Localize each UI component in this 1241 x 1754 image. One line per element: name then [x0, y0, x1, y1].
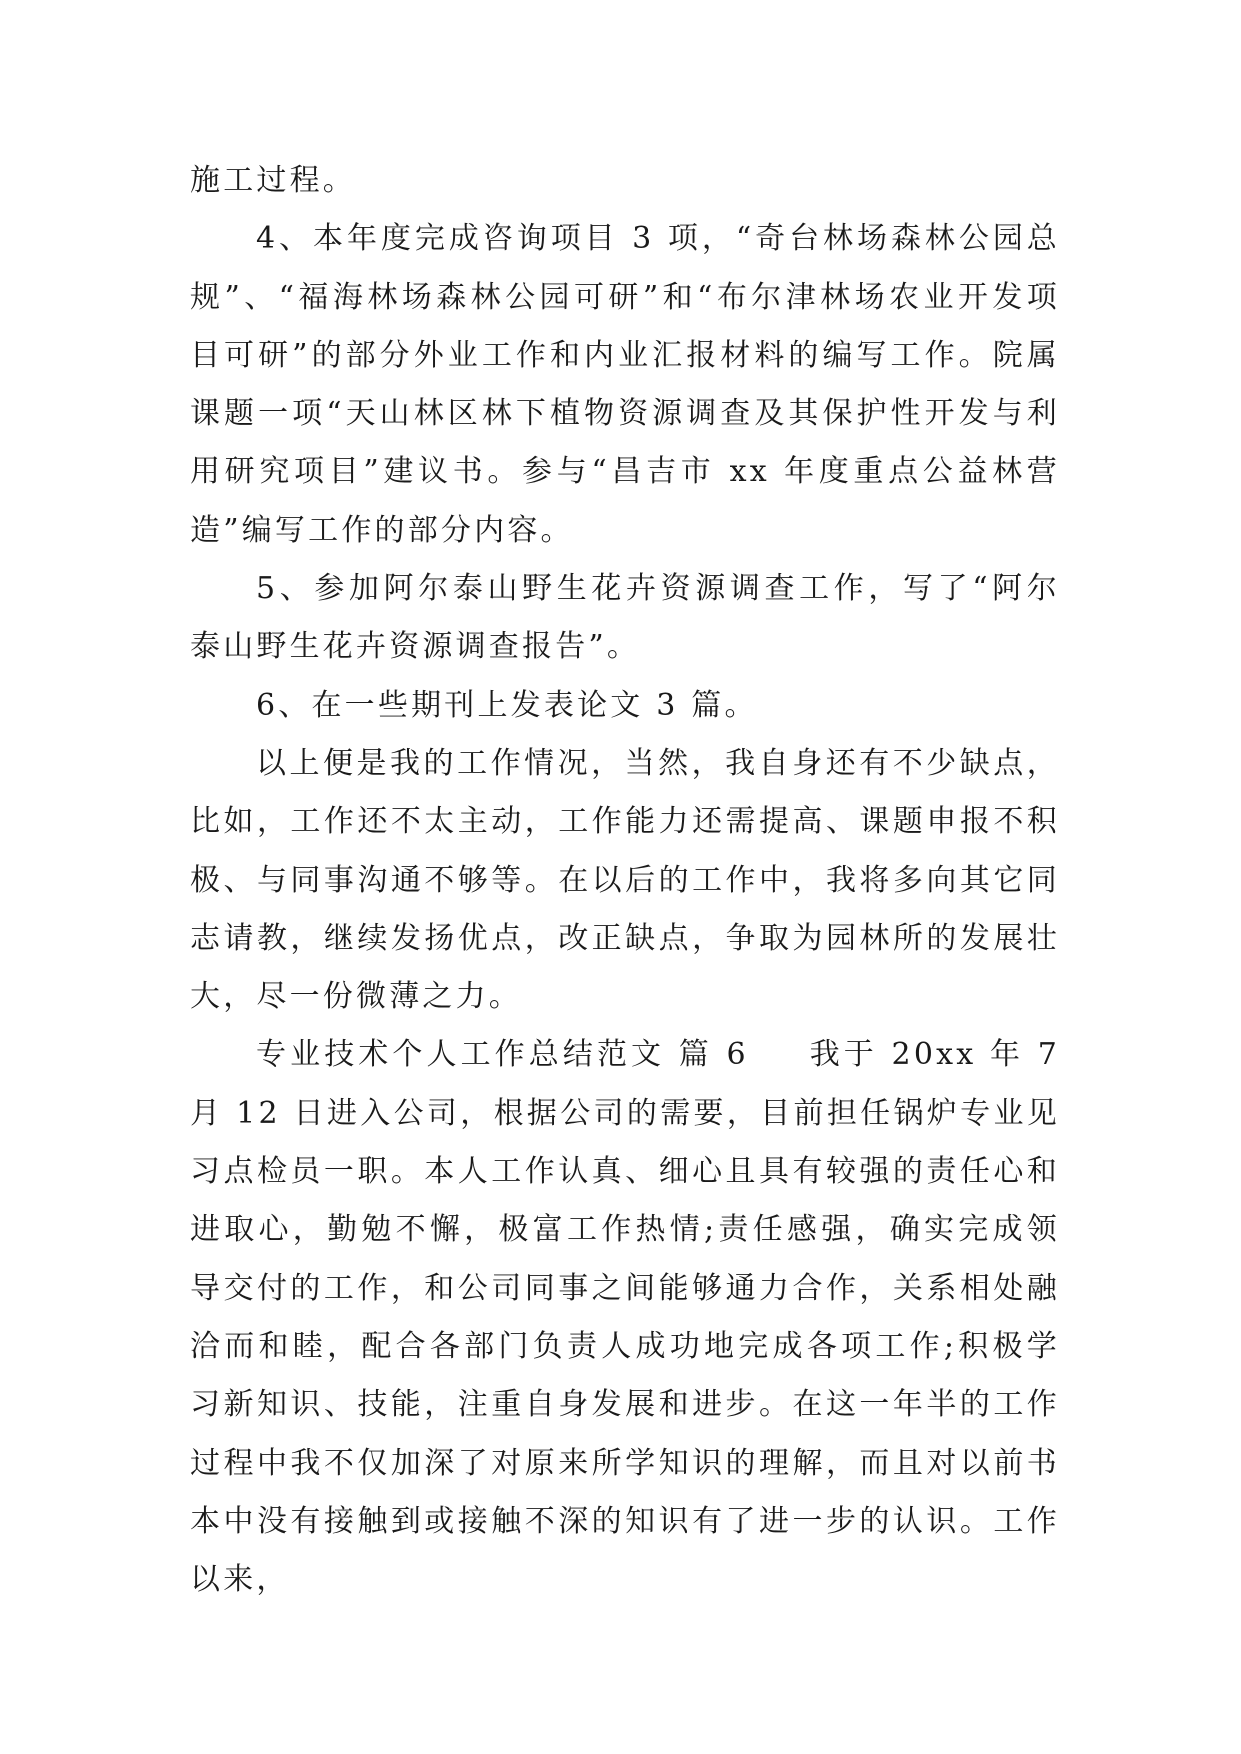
- document-body: [190, 152, 1060, 1609]
- section-heading: 专业技术个人工作总结范文 篇 6: [256, 1037, 749, 1073]
- paragraph-continuation: 施工过程。: [190, 163, 356, 198]
- section-paragraph: [190, 1026, 1060, 1609]
- paragraph-item-5: 5、参加阿尔泰山野生花卉资源调查工作，写了“阿尔泰山野生花卉资源调查报告”。: [190, 571, 1060, 665]
- section-text: 我于 20xx 年 7 月 12 日进入公司，根据公司的需要，目前担任锅炉专业见习点检员一职。本人工作认真、细心且具有较强的责任心和进取心，勤勉不懈，极富工作热情;责任感强，确实完成领导交付的工作，和公司同事之间能够通力合作，关系相处融洽而和睦，配合各部门负责人成功地完成各项工作;积极学习新知识、技能，注重自身发展和进步。在这一年半的工作过程中我不仅加深了对原来所学知识的理解，而且对以前书本中没有接触到或接触不深的知识有了进一步的认识。工作以来，: [190, 1037, 1060, 1598]
- paragraph-item-6: 6、在一些期刊上发表论文 3 篇。: [256, 687, 758, 723]
- paragraph-item-4: 4、本年度完成咨询项目 3 项，“奇台林场森林公园总规”、“福海林场森林公园可研”和“布尔津林场农业开发项目可研”的部分外业工作和内业汇报材料的编写工作。院属课题一项“天山林区林下植物资源调查及其保护性开发与利用研究项目”建议书。参与“昌吉市 xx 年度重点公益林营造”编写工作的部分内容。: [190, 221, 1060, 548]
- paragraph-summary: 以上便是我的工作情况，当然，我自身还有不少缺点，比如，工作还不太主动，工作能力还需提高、课题申报不积极、与同事沟通不够等。在以后的工作中，我将多向其它同志请教，继续发扬优点，改正缺点，争取为园林所的发展壮大，尽一份微薄之力。: [190, 745, 1060, 1015]
